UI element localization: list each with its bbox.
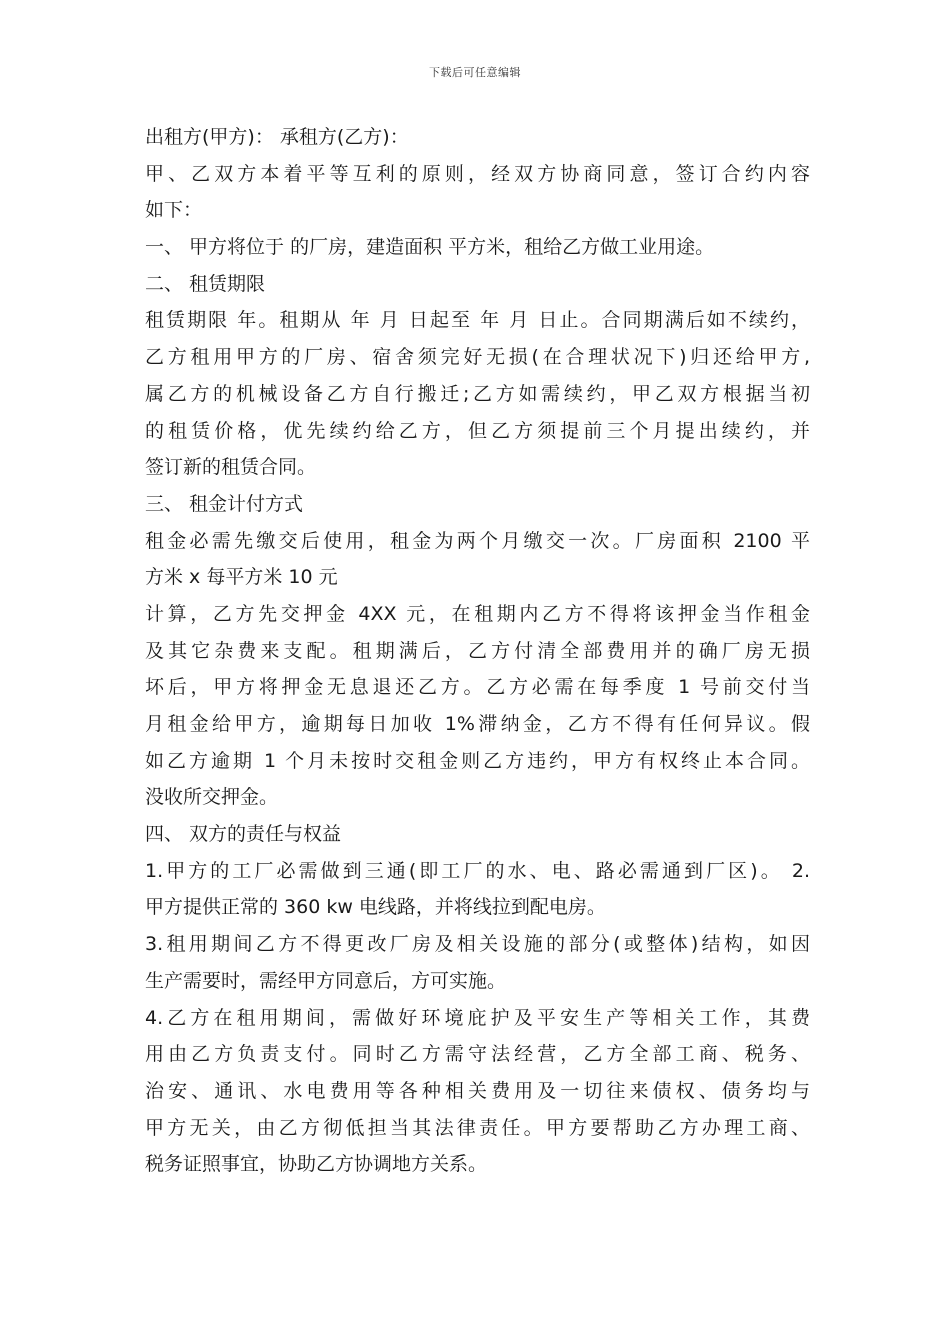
text-line: 租赁期限 年。租期从 年 月 日起至 年 月 日止。合同期满后如不续约， (145, 309, 810, 332)
section-heading: 三、 租金计付方式 (145, 492, 304, 515)
text-line: 生产需要时，需经甲方同意后，方可实施。 (145, 969, 507, 992)
page-header: 下载后可任意编辑 (429, 66, 521, 79)
document-body (145, 119, 810, 1183)
text-line: 签订新的租赁合同。 (145, 456, 317, 479)
text-line: 的租赁价格，优先续约给乙方，但乙方须提前三个月提出续约，并 (145, 419, 810, 442)
text-line: 月租金给甲方，逾期每日加收 1%滞纳金，乙方不得有任何异议。假 (145, 713, 810, 735)
text-line: 计算，乙方先交押金 4XX 元，在租期内乙方不得将该押金当作租金 (145, 602, 810, 625)
text-line: 方米 x 每平方米 10 元 (145, 566, 338, 589)
text-line: 一、 甲方将位于 的厂房，建造面积 平方米，租给乙方做工业用途。 (145, 236, 715, 259)
text-line: 出租方(甲方)： 承租方(乙方)： (145, 126, 409, 148)
text-line: 甲、乙双方本着平等互利的原则，经双方协商同意，签订合约内容 (145, 162, 810, 185)
section-heading: 四、 双方的责任与权益 (145, 823, 342, 846)
text-line: 治安、通讯、水电费用等各种相关费用及一切往来债权、债务均与 (145, 1079, 810, 1102)
text-line: 用由乙方负责支付。同时乙方需守法经营，乙方全部工商、税务、 (145, 1043, 810, 1066)
text-line: 没收所交押金。 (145, 786, 279, 809)
text-line: 4.乙方在租用期间，需做好环境庇护及平安生产等相关工作，其费 (145, 1006, 810, 1029)
text-line: 3.租用期间乙方不得更改厂房及相关设施的部分(或整体)结构，如因 (145, 933, 810, 956)
text-line: 如下： (145, 199, 203, 222)
text-line: 如乙方逾期 1 个月未按时交租金则乙方违约，甲方有权终止本合同。 (145, 749, 810, 772)
text-line: 及其它杂费来支配。租期满后，乙方付清全部费用并的确厂房无损 (145, 639, 810, 662)
text-line: 1.甲方的工厂必需做到三通(即工厂的水、电、路必需通到厂区)。 2. (145, 859, 810, 882)
text-line: 坏后，甲方将押金无息退还乙方。乙方必需在每季度 1 号前交付当 (145, 676, 810, 699)
section-heading: 二、 租赁期限 (145, 272, 266, 295)
text-line: 租金必需先缴交后使用，租金为两个月缴交一次。厂房面积 2100 平 (145, 529, 810, 552)
text-line: 乙方租用甲方的厂房、宿舍须完好无损(在合理状况下)归还给甲方, (145, 346, 810, 369)
text-line: 甲方无关，由乙方彻低担当其法律责任。甲方要帮助乙方办理工商、 (145, 1116, 810, 1139)
text-line: 税务证照事宜，协助乙方协调地方关系。 (145, 1153, 488, 1176)
text-line: 甲方提供正常的 360 kw 电线路，并将线拉到配电房。 (145, 896, 606, 919)
text-line: 属乙方的机械设备乙方自行搬迁;乙方如需续约，甲乙双方根据当初 (145, 382, 810, 405)
